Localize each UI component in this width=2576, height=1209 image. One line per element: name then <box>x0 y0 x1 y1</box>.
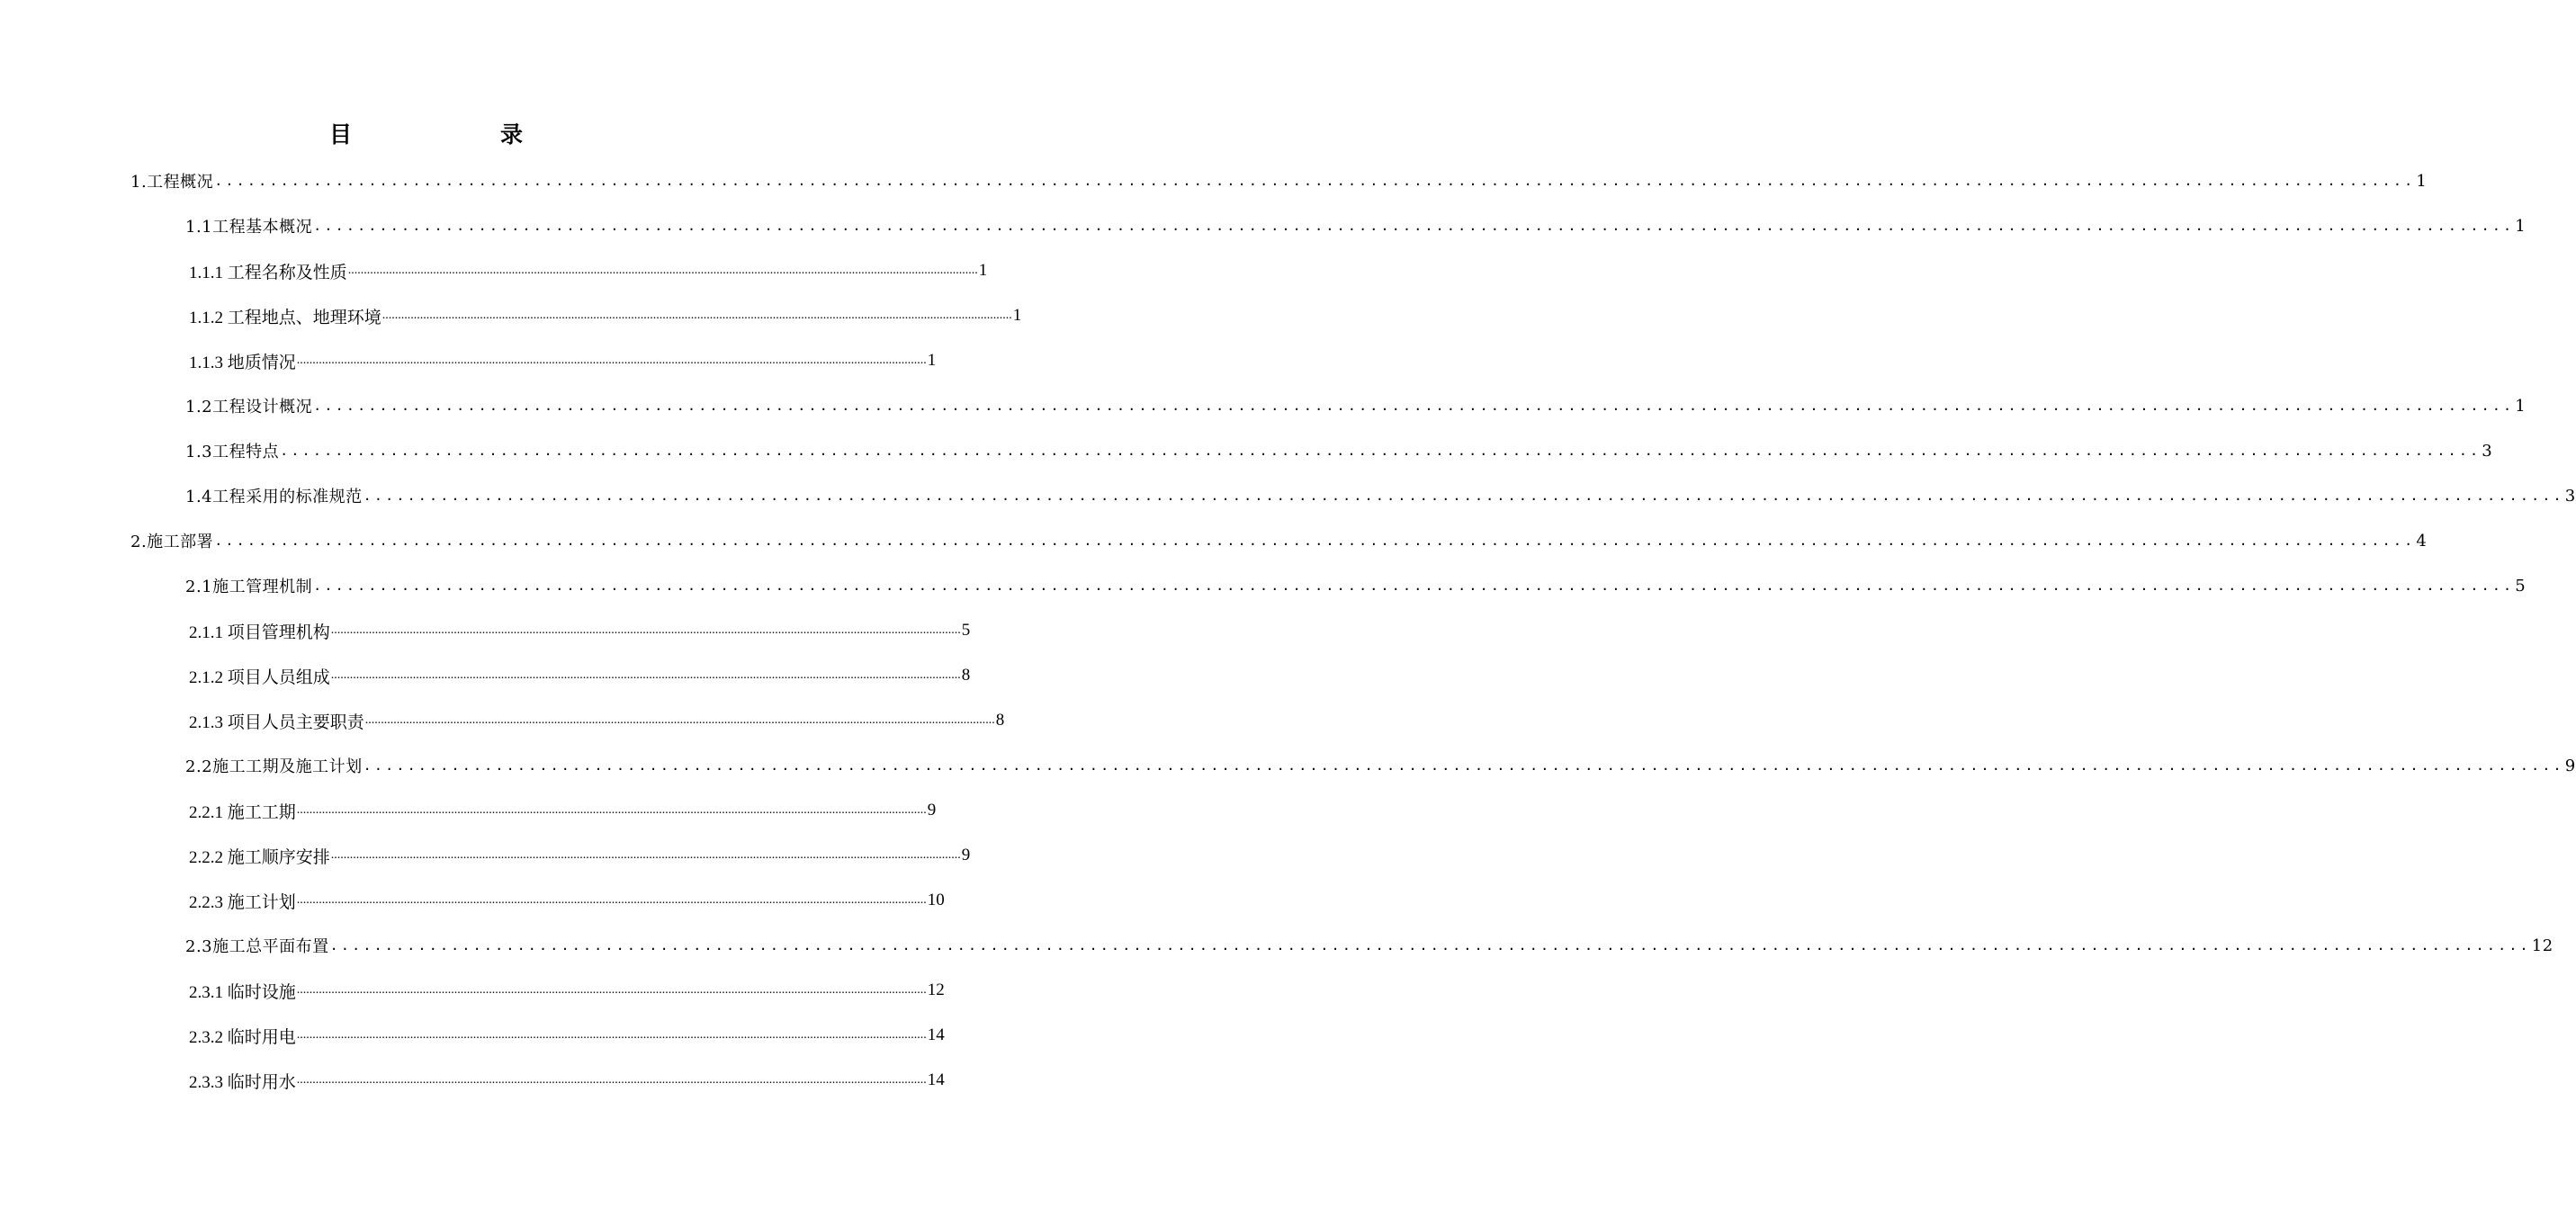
toc-title <box>0 115 855 155</box>
toc-entry[interactable] <box>185 743 2576 788</box>
toc-entry[interactable] <box>189 698 1005 743</box>
toc-entry[interactable] <box>189 1013 945 1058</box>
toc-page-number: 14 <box>927 1025 945 1044</box>
toc-page-number: 8 <box>961 666 971 685</box>
toc-entry-label: 2.施工部署 <box>130 533 214 551</box>
toc-dot-leader: ........................................................................................................................................................................................................ <box>330 668 961 682</box>
toc-page-number: 1 <box>2515 216 2527 236</box>
toc-dot-leader: ........................................................................................................................................................................................................ <box>296 893 927 907</box>
toc-page-number: 14 <box>927 1070 945 1089</box>
toc-entry[interactable] <box>189 968 945 1013</box>
toc-entry[interactable] <box>189 1058 945 1103</box>
toc-entry[interactable] <box>185 383 2527 428</box>
toc-entry[interactable] <box>185 563 2527 608</box>
toc-dot-leader: ........................................................................................................................................................................................................ <box>347 264 978 277</box>
toc-dot-leader: ........................................................................................................................................................................................................ <box>296 983 927 997</box>
toc-entry-label: 2.2施工工期及施工计划 <box>185 757 363 776</box>
toc-entry-label: 1.工程概况 <box>130 173 214 192</box>
toc-page-number: 4 <box>2416 531 2428 551</box>
toc-entry-label: 1.1工程基本概况 <box>185 218 313 237</box>
toc-dot-leader: ........................................................................................................................................................................................................ <box>313 218 2515 234</box>
toc-dot-leader: ........................................................................................................................................................................................................ <box>381 309 1012 322</box>
toc-entry[interactable] <box>189 833 971 878</box>
toc-page-number: 5 <box>961 621 971 640</box>
toc-page-number: 3 <box>2564 486 2576 506</box>
toc-page-number: 3 <box>2482 441 2493 461</box>
toc-entry-label: 1.4工程采用的标准规范 <box>185 488 363 506</box>
toc-entry-label: 2.3.3 临时用水 <box>189 1072 296 1092</box>
toc-page-number: 9 <box>927 801 937 819</box>
toc-entry[interactable] <box>189 878 945 923</box>
toc-page-number: 5 <box>2515 576 2527 596</box>
toc-dot-leader: ........................................................................................................................................................................................................ <box>296 1028 927 1042</box>
toc-dot-leader: ........................................................................................................................................................................................................ <box>330 623 961 637</box>
toc-dot-leader: ........................................................................................................................................................................................................ <box>214 173 2416 189</box>
toc-page-number: 1 <box>2416 171 2428 191</box>
toc-entry-label: 2.2.2 施工顺序安排 <box>189 847 330 867</box>
toc-page-number: 8 <box>995 711 1005 730</box>
toc-entry-label: 1.2工程设计概况 <box>185 398 313 416</box>
toc-entry[interactable] <box>189 608 971 653</box>
toc-entry-label: 1.1.1 工程名称及性质 <box>189 263 347 282</box>
toc-entry-label: 1.3工程特点 <box>185 443 280 461</box>
toc-dot-leader: ........................................................................................................................................................................................................ <box>364 713 995 727</box>
toc-entry[interactable] <box>185 428 2493 473</box>
toc-dot-leader: ........................................................................................................................................................................................................ <box>363 757 2564 774</box>
toc-dot-leader: ........................................................................................................................................................................................................ <box>214 533 2416 549</box>
toc-dot-leader: ........................................................................................................................................................................................................ <box>363 488 2564 504</box>
toc-page-number: 1 <box>978 261 988 280</box>
toc-page-number: 1 <box>2515 396 2527 416</box>
toc-entry[interactable] <box>185 923 2554 968</box>
toc-entry-label: 1.1.2 工程地点、地理环境 <box>189 308 381 327</box>
toc-page-number: 12 <box>2531 936 2554 955</box>
toc-entry-label: 2.2.1 施工工期 <box>189 802 296 822</box>
toc-page-number: 9 <box>961 846 971 864</box>
toc-entry[interactable] <box>185 473 2576 518</box>
toc-dot-leader: ........................................................................................................................................................................................................ <box>296 354 927 367</box>
toc-entry-label: 2.1.3 项目人员主要职责 <box>189 712 364 732</box>
toc-page-number: 1 <box>927 351 937 370</box>
toc-page-number: 10 <box>927 891 945 909</box>
toc-entry-label: 2.3.2 临时用电 <box>189 1027 296 1047</box>
toc-dot-leader: ........................................................................................................................................................................................................ <box>313 578 2515 594</box>
toc-dot-leader: ........................................................................................................................................................................................................ <box>296 1073 927 1087</box>
toc-entry-label: 1.1.3 地质情况 <box>189 353 296 372</box>
toc-title-char-2: 录 <box>500 121 524 148</box>
toc-page-number: 1 <box>1012 306 1022 325</box>
toc-entry[interactable] <box>185 203 2527 248</box>
toc-entry-label: 2.1.2 项目人员组成 <box>189 667 330 687</box>
toc-title-char-1: 目 <box>329 121 353 148</box>
toc-entry-label: 2.1施工管理机制 <box>185 578 313 596</box>
toc-entry-label: 2.1.1 项目管理机构 <box>189 622 330 642</box>
toc-entry[interactable] <box>189 788 937 833</box>
toc-page-number: 9 <box>2564 756 2576 775</box>
toc-entry[interactable] <box>130 518 2428 563</box>
toc-entry[interactable] <box>189 293 1022 338</box>
toc-dot-leader: ........................................................................................................................................................................................................ <box>329 937 2531 954</box>
toc-dot-leader: ........................................................................................................................................................................................................ <box>330 848 961 862</box>
toc-entry[interactable] <box>189 338 937 383</box>
toc-entry[interactable] <box>130 158 2428 203</box>
toc-entry[interactable] <box>189 653 971 698</box>
toc-entry-label: 2.3.1 临时设施 <box>189 982 296 1002</box>
toc-entry-label: 2.2.3 施工计划 <box>189 892 296 912</box>
toc-list <box>0 158 2576 1103</box>
toc-entry-label: 2.3施工总平面布置 <box>185 937 329 956</box>
toc-dot-leader: ........................................................................................................................................................................................................ <box>280 443 2482 459</box>
toc-page-number: 12 <box>927 981 945 999</box>
toc-dot-leader: ........................................................................................................................................................................................................ <box>313 398 2515 414</box>
toc-entry[interactable] <box>189 248 988 293</box>
toc-dot-leader: ........................................................................................................................................................................................................ <box>296 803 927 817</box>
